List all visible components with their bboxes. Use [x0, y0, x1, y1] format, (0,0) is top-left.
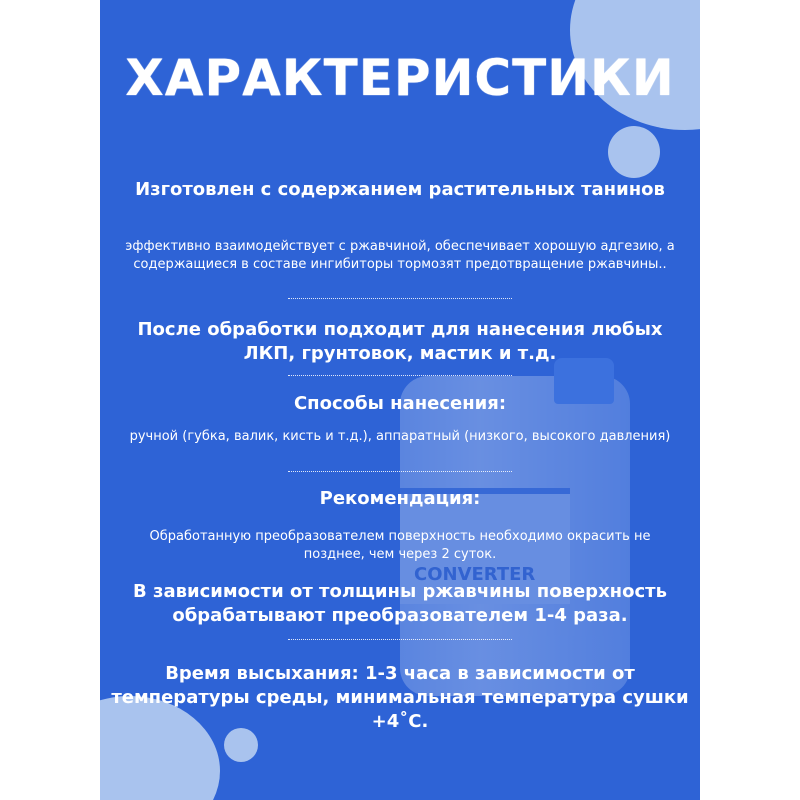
section-heading-application: Способы нанесения:	[293, 393, 507, 414]
section-text-application: ручной (губка, валик, кисть и т.д.), аппаратный (низкого, высокого давления)	[129, 429, 671, 444]
content	[100, 0, 700, 800]
section-heading-compatibility: После обработки подходит для нанесения любых ЛКП, грунтовок, мастик и т.д.	[137, 319, 663, 364]
divider	[288, 298, 512, 299]
canister-label-text: CONVERTER	[414, 564, 536, 585]
divider	[288, 471, 512, 472]
page-title: ХАРАКТЕРИСТИКИ	[125, 49, 675, 107]
divider	[288, 375, 512, 376]
section-heading-tannins: Изготовлен с содержанием растительных танинов	[135, 179, 665, 200]
section-heading-recommendation: Рекомендация:	[319, 488, 481, 509]
section-text-tannins: эффективно взаимодействует с ржавчиной, обеспечивает хорошую адгезию, а содержащиеся в составе ингибиторы тормозят предотвращение ржавчины..	[125, 239, 675, 272]
info-card	[100, 0, 700, 800]
divider	[288, 639, 512, 640]
section-heading-drying-time: Время высыхания: 1-3 часа в зависимости от температуры среды, минимальная температура сушки +4˚С.	[111, 663, 689, 732]
section-heading-treatment-count: В зависимости от толщины ржавчины поверхность обрабатывают преобразователем 1-4 раза.	[133, 581, 667, 626]
section-text-recommendation: Обработанную преобразователем поверхность необходимо окрасить не позднее, чем через 2 суток.	[149, 529, 651, 562]
